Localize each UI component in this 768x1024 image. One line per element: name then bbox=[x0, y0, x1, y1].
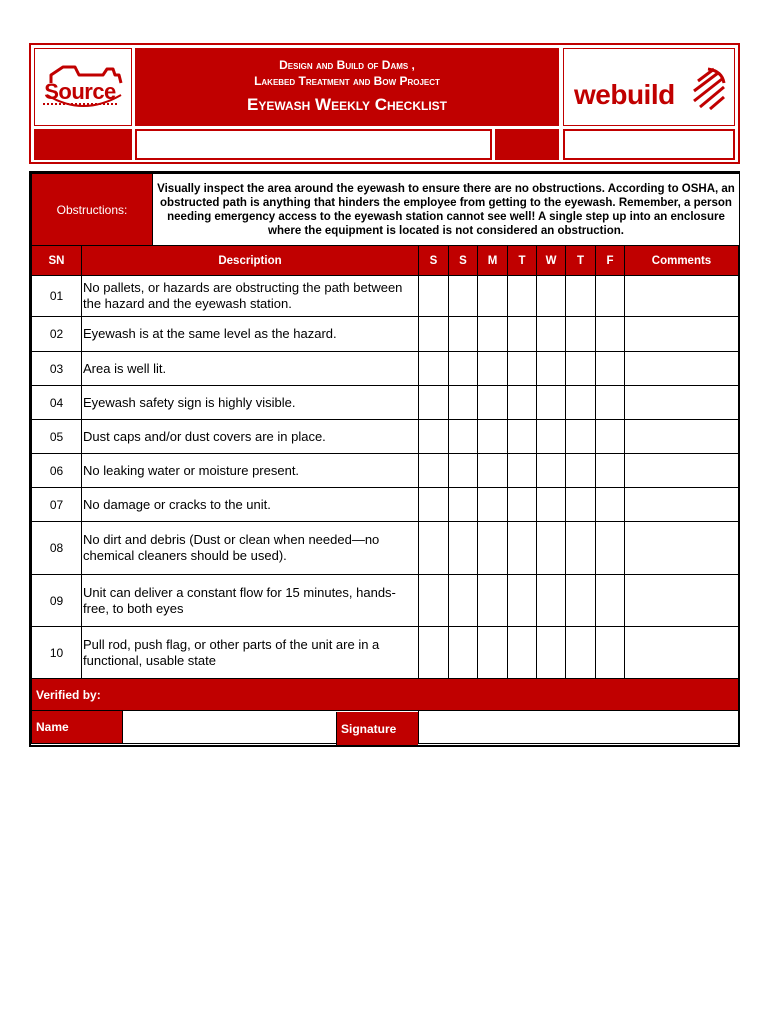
row-description: Unit can deliver a constant flow for 15 minutes, hands-free, to both eyes bbox=[82, 575, 419, 627]
day-check-cell[interactable] bbox=[449, 627, 478, 679]
day-check-cell[interactable] bbox=[566, 420, 596, 454]
page-title: Eyewash Weekly Checklist bbox=[246, 95, 448, 114]
day-check-cell[interactable] bbox=[537, 352, 566, 386]
comments-cell[interactable] bbox=[625, 575, 739, 627]
comments-cell[interactable] bbox=[625, 454, 739, 488]
row-sn: 06 bbox=[32, 454, 82, 488]
day-check-cell[interactable] bbox=[596, 317, 625, 352]
day-check-cell[interactable] bbox=[537, 575, 566, 627]
day-check-cell[interactable] bbox=[596, 276, 625, 317]
row-sn: 07 bbox=[32, 488, 82, 522]
source-logo-text: Source bbox=[44, 79, 116, 104]
day-check-cell[interactable] bbox=[449, 317, 478, 352]
row-sn: 09 bbox=[32, 575, 82, 627]
day-check-cell[interactable] bbox=[537, 276, 566, 317]
column-header-row bbox=[32, 246, 739, 276]
day-check-cell[interactable] bbox=[478, 627, 508, 679]
table-row bbox=[32, 276, 739, 317]
day-check-cell[interactable] bbox=[449, 522, 478, 575]
day-check-cell[interactable] bbox=[566, 627, 596, 679]
day-check-cell[interactable] bbox=[508, 420, 537, 454]
comments-cell[interactable] bbox=[625, 488, 739, 522]
webuild-logo bbox=[563, 48, 735, 126]
row-sn: 02 bbox=[32, 317, 82, 352]
day-check-cell[interactable] bbox=[566, 276, 596, 317]
day-check-cell[interactable] bbox=[508, 386, 537, 420]
row-description: Area is well lit. bbox=[82, 352, 419, 386]
source-logo-underline bbox=[43, 103, 117, 107]
source-logo bbox=[34, 48, 132, 126]
comments-cell[interactable] bbox=[625, 627, 739, 679]
column-header-comments: Comments bbox=[625, 246, 739, 276]
obstructions-row bbox=[32, 174, 739, 246]
comments-cell[interactable] bbox=[625, 420, 739, 454]
row-sn: 05 bbox=[32, 420, 82, 454]
row-sn: 08 bbox=[32, 522, 82, 575]
day-check-cell[interactable] bbox=[478, 276, 508, 317]
day-check-cell[interactable] bbox=[566, 317, 596, 352]
column-header-sn: SN bbox=[32, 246, 82, 276]
day-check-cell[interactable] bbox=[419, 627, 449, 679]
day-check-cell[interactable] bbox=[449, 276, 478, 317]
day-check-cell[interactable] bbox=[566, 522, 596, 575]
project-title-line1: Design and Build of Dams , bbox=[279, 58, 415, 72]
day-check-cell[interactable] bbox=[419, 352, 449, 386]
table-row bbox=[32, 420, 739, 454]
header-cell-label-1 bbox=[34, 129, 132, 160]
day-check-cell[interactable] bbox=[449, 575, 478, 627]
day-check-cell[interactable] bbox=[537, 386, 566, 420]
day-check-cell[interactable] bbox=[566, 575, 596, 627]
day-check-cell[interactable] bbox=[537, 317, 566, 352]
column-header-day: S bbox=[419, 246, 449, 276]
day-check-cell[interactable] bbox=[566, 454, 596, 488]
day-check-cell[interactable] bbox=[419, 454, 449, 488]
obstructions-description: Visually inspect the area around the eyewash to ensure there are no obstructions. According to OSHA, an obstructed path is anything that hinders the employee from getting to the eyewash. Remember, a person needing emergency access to the eyewash station cannot see well! A single step up into an enclosure where the equipment is located is not considered an obstruction. bbox=[152, 174, 739, 245]
signature-label: Signature bbox=[336, 712, 418, 745]
day-check-cell[interactable] bbox=[508, 317, 537, 352]
day-check-cell[interactable] bbox=[478, 386, 508, 420]
table-row bbox=[32, 352, 739, 386]
column-header-day: M bbox=[478, 246, 508, 276]
day-check-cell[interactable] bbox=[566, 386, 596, 420]
document-header bbox=[29, 43, 740, 164]
name-label: Name bbox=[32, 711, 122, 743]
day-check-cell[interactable] bbox=[478, 420, 508, 454]
column-header-day: W bbox=[537, 246, 566, 276]
row-description: No leaking water or moisture present. bbox=[82, 454, 419, 488]
day-check-cell[interactable] bbox=[419, 488, 449, 522]
project-title-line2: Lakebed Treatment and Bow Project bbox=[254, 74, 440, 88]
day-check-cell[interactable] bbox=[596, 575, 625, 627]
day-check-cell[interactable] bbox=[508, 276, 537, 317]
day-check-cell[interactable] bbox=[596, 420, 625, 454]
title-block bbox=[135, 48, 559, 126]
day-check-cell[interactable] bbox=[478, 522, 508, 575]
day-check-cell[interactable] bbox=[478, 454, 508, 488]
column-header-day: T bbox=[508, 246, 537, 276]
day-check-cell[interactable] bbox=[419, 317, 449, 352]
day-check-cell[interactable] bbox=[508, 488, 537, 522]
row-description: Pull rod, push flag, or other parts of the unit are in a functional, usable state bbox=[82, 627, 419, 679]
row-description: Dust caps and/or dust covers are in place. bbox=[82, 420, 419, 454]
day-check-cell[interactable] bbox=[596, 522, 625, 575]
day-check-cell[interactable] bbox=[449, 420, 478, 454]
column-header-day: F bbox=[596, 246, 625, 276]
day-check-cell[interactable] bbox=[537, 522, 566, 575]
day-check-cell[interactable] bbox=[419, 386, 449, 420]
checklist-table bbox=[29, 171, 740, 747]
row-sn: 03 bbox=[32, 352, 82, 386]
day-check-cell[interactable] bbox=[419, 575, 449, 627]
day-check-cell[interactable] bbox=[508, 454, 537, 488]
day-check-cell[interactable] bbox=[596, 352, 625, 386]
day-check-cell[interactable] bbox=[508, 352, 537, 386]
table-row bbox=[32, 522, 739, 575]
day-check-cell[interactable] bbox=[508, 627, 537, 679]
day-check-cell[interactable] bbox=[537, 488, 566, 522]
row-description: No dirt and debris (Dust or clean when needed—no chemical cleaners should be used). bbox=[82, 522, 419, 575]
row-sn: 10 bbox=[32, 627, 82, 679]
day-check-cell[interactable] bbox=[449, 488, 478, 522]
column-header-day: S bbox=[449, 246, 478, 276]
day-check-cell[interactable] bbox=[478, 317, 508, 352]
header-field-1[interactable] bbox=[135, 129, 492, 160]
day-check-cell[interactable] bbox=[478, 488, 508, 522]
day-check-cell[interactable] bbox=[537, 627, 566, 679]
day-check-cell[interactable] bbox=[419, 276, 449, 317]
row-description: No pallets, or hazards are obstructing the path between the hazard and the eyewash station. bbox=[82, 276, 419, 317]
table-row bbox=[32, 488, 739, 522]
day-check-cell[interactable] bbox=[566, 352, 596, 386]
comments-cell[interactable] bbox=[625, 352, 739, 386]
comments-cell[interactable] bbox=[625, 522, 739, 575]
row-sn: 04 bbox=[32, 386, 82, 420]
obstructions-label: Obstructions: bbox=[56, 202, 128, 217]
day-check-cell[interactable] bbox=[508, 575, 537, 627]
signature-field[interactable] bbox=[419, 711, 738, 743]
day-check-cell[interactable] bbox=[449, 386, 478, 420]
day-check-cell[interactable] bbox=[449, 454, 478, 488]
day-check-cell[interactable] bbox=[508, 522, 537, 575]
header-field-2[interactable] bbox=[563, 129, 735, 160]
day-check-cell[interactable] bbox=[419, 522, 449, 575]
day-check-cell[interactable] bbox=[537, 454, 566, 488]
row-sn: 01 bbox=[32, 276, 82, 317]
comments-cell[interactable] bbox=[625, 317, 739, 352]
day-check-cell[interactable] bbox=[596, 627, 625, 679]
day-check-cell[interactable] bbox=[478, 352, 508, 386]
verified-by-label: Verified by: bbox=[32, 679, 739, 711]
day-check-cell[interactable] bbox=[596, 386, 625, 420]
header-cell-label-2 bbox=[495, 129, 559, 160]
column-header-day: T bbox=[566, 246, 596, 276]
day-check-cell[interactable] bbox=[478, 575, 508, 627]
webuild-logo-text: webuild bbox=[574, 79, 675, 110]
day-check-cell[interactable] bbox=[596, 454, 625, 488]
table-row bbox=[32, 575, 739, 627]
column-header-description: Description bbox=[82, 246, 419, 276]
table-row bbox=[32, 386, 739, 420]
day-check-cell[interactable] bbox=[419, 420, 449, 454]
table-row bbox=[32, 454, 739, 488]
day-check-cell[interactable] bbox=[566, 488, 596, 522]
comments-cell[interactable] bbox=[625, 276, 739, 317]
verified-row bbox=[32, 679, 739, 711]
row-description: Eyewash is at the same level as the hazard. bbox=[82, 317, 419, 352]
row-description: No damage or cracks to the unit. bbox=[82, 488, 419, 522]
comments-cell[interactable] bbox=[625, 386, 739, 420]
day-check-cell[interactable] bbox=[596, 488, 625, 522]
table-row bbox=[32, 627, 739, 679]
row-description: Eyewash safety sign is highly visible. bbox=[82, 386, 419, 420]
table-row bbox=[32, 317, 739, 352]
day-check-cell[interactable] bbox=[449, 352, 478, 386]
day-check-cell[interactable] bbox=[537, 420, 566, 454]
webuild-stripes-icon bbox=[688, 65, 728, 111]
